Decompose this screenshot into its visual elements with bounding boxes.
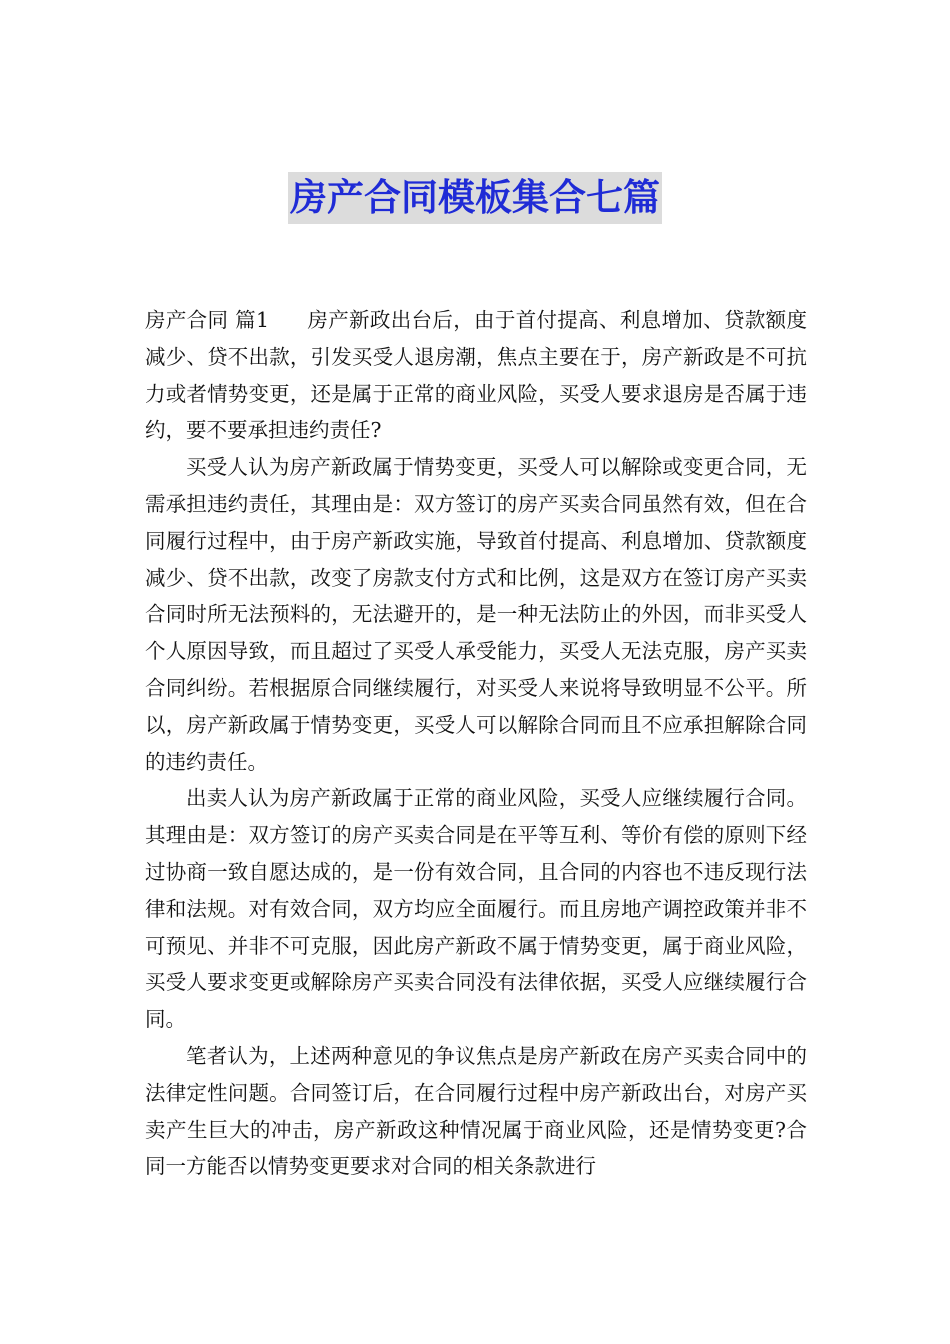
paragraph-1: [145, 302, 807, 449]
document-title: 房产合同模板集合七篇: [288, 172, 662, 224]
title-container: [0, 172, 950, 224]
section-heading: 房产合同 篇1: [145, 308, 270, 332]
document-body: [145, 302, 807, 1185]
paragraph-2: 买受人认为房产新政属于情势变更，买受人可以解除或变更合同，无需承担违约责任，其理由是：双方签订的房产买卖合同虽然有效，但在合同履行过程中，由于房产新政实施，导致首付提高、利息增加、贷款额度减少、贷不出款，改变了房款支付方式和比例，这是双方在签订房产买卖合同时所无法预料的，无法避开的，是一种无法防止的外因，而非买受人个人原因导致，而且超过了买受人承受能力，买受人无法克服，房产买卖合同纠纷。若根据原合同继续履行，对买受人来说将导致明显不公平。所以，房产新政属于情势变更，买受人可以解除合同而且不应承担解除合同的违约责任。: [145, 455, 807, 774]
paragraph-4: 笔者认为，上述两种意见的争议焦点是房产新政在房产买卖合同中的法律定性问题。合同签订后，在合同履行过程中房产新政出台，对房产买卖产生巨大的冲击，房产新政这种情况属于商业风险，还是情势变更?合同一方能否以情势变更要求对合同的相关条款进行: [145, 1043, 807, 1179]
paragraph-3: 出卖人认为房产新政属于正常的商业风险，买受人应继续履行合同。其理由是：双方签订的房产买卖合同是在平等互利、等价有偿的原则下经过协商一致自愿达成的，是一份有效合同，且合同的内容也不违反现行法律和法规。对有效合同，双方均应全面履行。而且房地产调控政策并非不可预见、并非不可克服，因此房产新政不属于情势变更，属于商业风险，买受人要求变更或解除房产买卖合同没有法律依据，买受人应继续履行合同。: [145, 786, 807, 1032]
paragraph-1-text: 房产新政出台后，由于首付提高、利息增加、贷款额度减少、贷不出款，引发买受人退房潮，焦点主要在于，房产新政是不可抗力或者情势变更，还是属于正常的商业风险，买受人要求退房是否属于违约，要不要承担违约责任?: [145, 308, 807, 443]
